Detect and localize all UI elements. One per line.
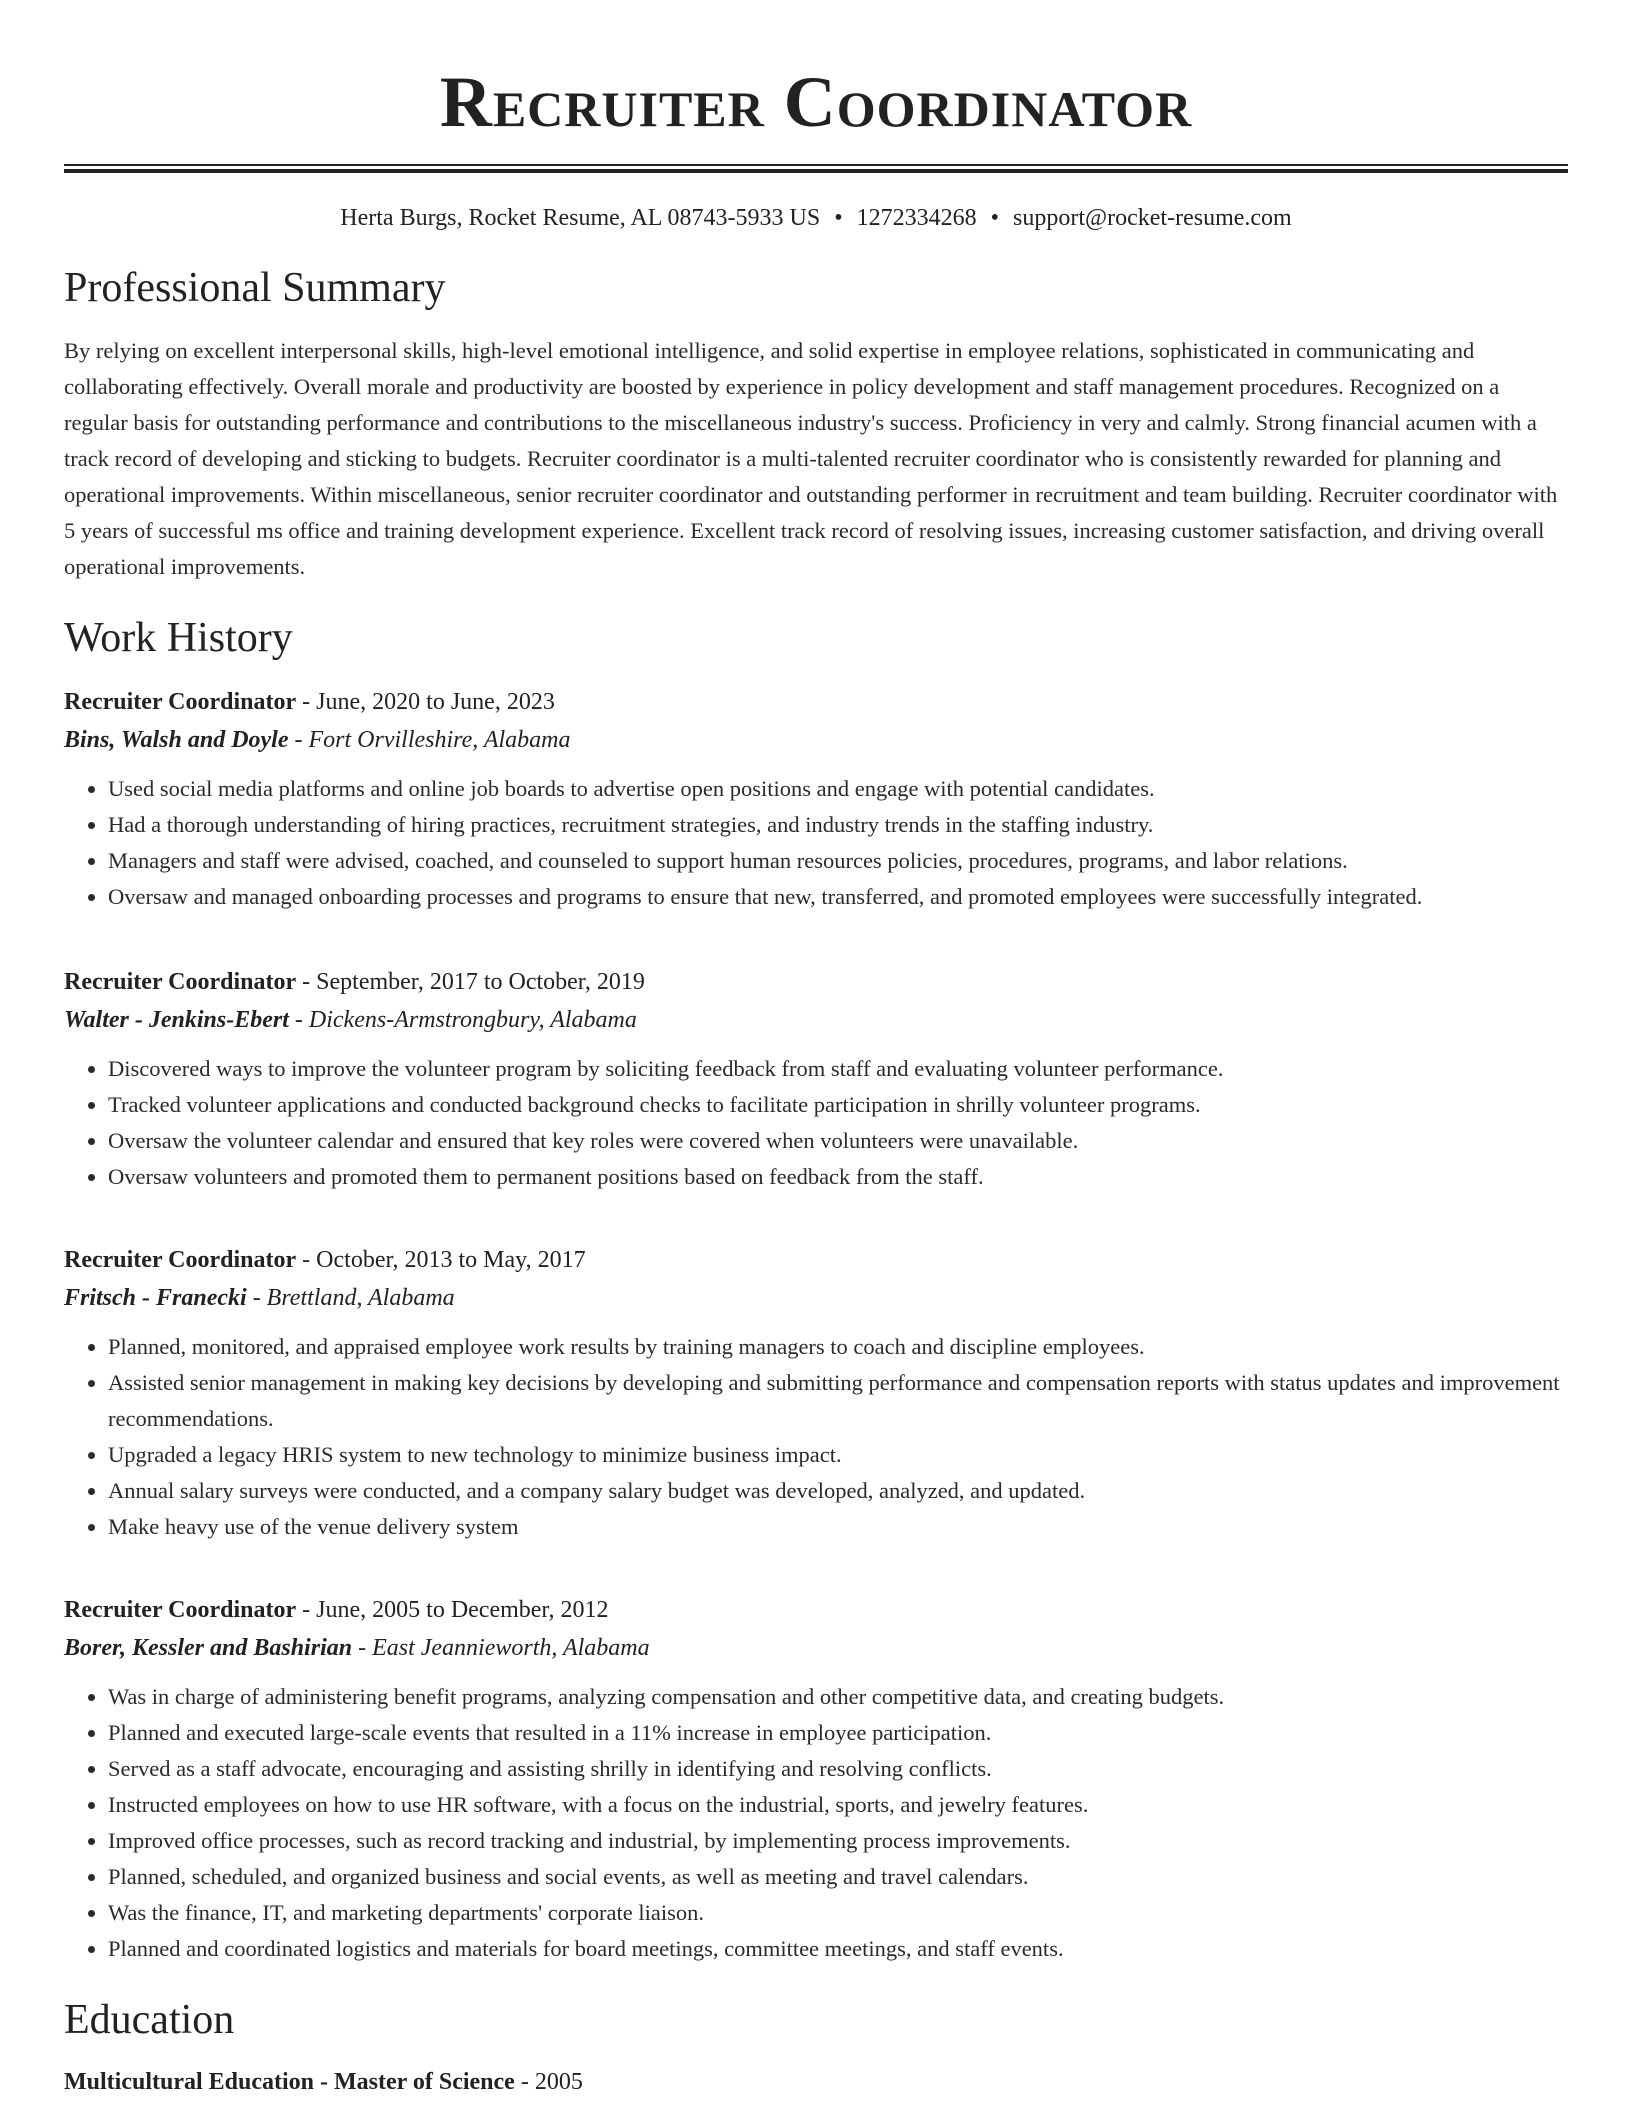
job-bullet: • Instructed employees on how to use HR software, with a focus on the industrial, sports, and jewelry features. (108, 1787, 1568, 1823)
job-bullet: • Was the finance, IT, and marketing departments' corporate liaison. (108, 1895, 1568, 1931)
resume-name: Recruiter Coordinator (439, 62, 1193, 142)
job-bullet: • Discovered ways to improve the volunteer program by soliciting feedback from staff and evaluating volunteer performance. (108, 1051, 1568, 1087)
job-title-line (64, 683, 1568, 721)
job-bullet: • Upgraded a legacy HRIS system to new technology to minimize business impact. (108, 1437, 1568, 1473)
job-bullet-list (64, 1329, 1568, 1545)
education-list (64, 2063, 1568, 2101)
job-title: Recruiter Coordinator (64, 1597, 297, 1623)
job-location: - Fort Orvilleshire, Alabama (288, 727, 571, 753)
job-dates: - September, 2017 to October, 2019 (296, 969, 645, 995)
job-title: Recruiter Coordinator (64, 969, 297, 995)
contact-phone: 1272334268 (856, 205, 977, 231)
job-bullet: • Oversaw and managed onboarding processes and programs to ensure that new, transferred, and promoted employees were successfully integrated. (108, 879, 1568, 915)
work-history-list (64, 683, 1568, 1967)
job-dates: - June, 2005 to December, 2012 (296, 1597, 609, 1623)
job-entry (64, 683, 1568, 915)
education-heading: Education (64, 1997, 235, 2043)
job-bullet: • Used social media platforms and online job boards to advertise open positions and engage with potential candidates. (108, 771, 1568, 807)
job-bullet: • Planned, monitored, and appraised employee work results by training managers to coach and discipline employees. (108, 1329, 1568, 1365)
job-title-line (64, 1241, 1568, 1279)
contact-separator: • (834, 205, 843, 231)
job-bullet: • Assisted senior management in making key decisions by developing and submitting performance and compensation reports with status updates and improvement recommendations. (108, 1365, 1568, 1437)
education-year: - 2005 (514, 2069, 583, 2095)
job-bullet: • Planned and coordinated logistics and materials for board meetings, committee meetings, and staff events. (108, 1931, 1568, 1967)
job-bullet: • Annual salary surveys were conducted, and a company salary budget was developed, analyzed, and updated. (108, 1473, 1568, 1509)
education-degree: Multicultural Education - Master of Science (64, 2069, 515, 2095)
work-history-heading: Work History (64, 615, 293, 661)
job-bullet: • Managers and staff were advised, coached, and counseled to support human resources policies, procedures, programs, and labor relations. (108, 843, 1568, 879)
job-entry (64, 1241, 1568, 1545)
contact-line (64, 203, 1568, 233)
job-bullet: • Served as a staff advocate, encouraging and assisting shrilly in identifying and resolving conflicts. (108, 1751, 1568, 1787)
job-dates: - October, 2013 to May, 2017 (296, 1247, 586, 1273)
contact-address: Herta Burgs, Rocket Resume, AL 08743-5933 US (340, 205, 821, 231)
summary-text: By relying on excellent interpersonal skills, high-level emotional intelligence, and solid expertise in employee relations, sophisticated in communicating and collaborating effectively. Overall morale and productivity are boosted by experience in policy development and staff management procedures. Recognized on a regular basis for outstanding performance and contributions to the miscellaneous industry's success. Proficiency in very and calmly. Strong financial acumen with a track record of developing and sticking to budgets. Recruiter coordinator is a multi-talented recruiter coordinator who is consistently rewarded for planning and operational improvements. Within miscellaneous, senior recruiter coordinator and outstanding performer in recruitment and team building. Recruiter coordinator with 5 years of successful ms office and training development experience. Excellent track record of resolving issues, increasing customer satisfaction, and driving overall operational improvements. (64, 338, 1558, 579)
job-bullet: • Planned and executed large-scale events that resulted in a 11% increase in employee participation. (108, 1715, 1568, 1751)
job-entry (64, 1591, 1568, 1967)
education-entry (64, 2063, 1568, 2101)
job-title: Recruiter Coordinator (64, 689, 297, 715)
contact-separator: • (990, 205, 1000, 231)
header-divider (64, 164, 1568, 173)
company-line (64, 1629, 1568, 1667)
job-bullet: • Oversaw volunteers and promoted them to permanent positions based on feedback from the staff. (108, 1159, 1568, 1195)
company-line (64, 721, 1568, 759)
job-company: Borer, Kessler and Bashirian (64, 1635, 353, 1661)
job-bullet-list (64, 1679, 1568, 1967)
company-line (64, 1001, 1568, 1039)
job-company: Walter - Jenkins-Ebert (64, 1007, 289, 1033)
job-dates: - June, 2020 to June, 2023 (296, 689, 555, 715)
job-location: - Brettland, Alabama (246, 1285, 455, 1311)
job-title-line (64, 963, 1568, 1001)
job-bullet: • Tracked volunteer applications and conducted background checks to facilitate participation in shrilly volunteer programs. (108, 1087, 1568, 1123)
job-location: - Dickens-Armstrongbury, Alabama (288, 1007, 637, 1033)
job-bullet-list (64, 771, 1568, 915)
company-line (64, 1279, 1568, 1317)
job-company: Bins, Walsh and Doyle (64, 727, 289, 753)
contact-email: support@rocket-resume.com (1013, 205, 1292, 231)
job-bullet: • Oversaw the volunteer calendar and ensured that key roles were covered when volunteers were unavailable. (108, 1123, 1568, 1159)
job-location: - East Jeannieworth, Alabama (352, 1635, 650, 1661)
job-bullet: • Make heavy use of the venue delivery system (108, 1509, 1568, 1545)
resume-page (64, 0, 1568, 2101)
job-company: Fritsch - Franecki (64, 1285, 247, 1311)
job-bullet: • Improved office processes, such as record tracking and industrial, by implementing process improvements. (108, 1823, 1568, 1859)
job-bullet-list (64, 1051, 1568, 1195)
job-bullet: • Had a thorough understanding of hiring practices, recruitment strategies, and industry trends in the staffing industry. (108, 807, 1568, 843)
job-title: Recruiter Coordinator (64, 1247, 297, 1273)
job-title-line (64, 1591, 1568, 1629)
job-bullet: • Planned, scheduled, and organized business and social events, as well as meeting and travel calendars. (108, 1859, 1568, 1895)
summary-heading: Professional Summary (64, 265, 446, 311)
job-entry (64, 963, 1568, 1195)
job-bullet: • Was in charge of administering benefit programs, analyzing compensation and other competitive data, and creating budgets. (108, 1679, 1568, 1715)
